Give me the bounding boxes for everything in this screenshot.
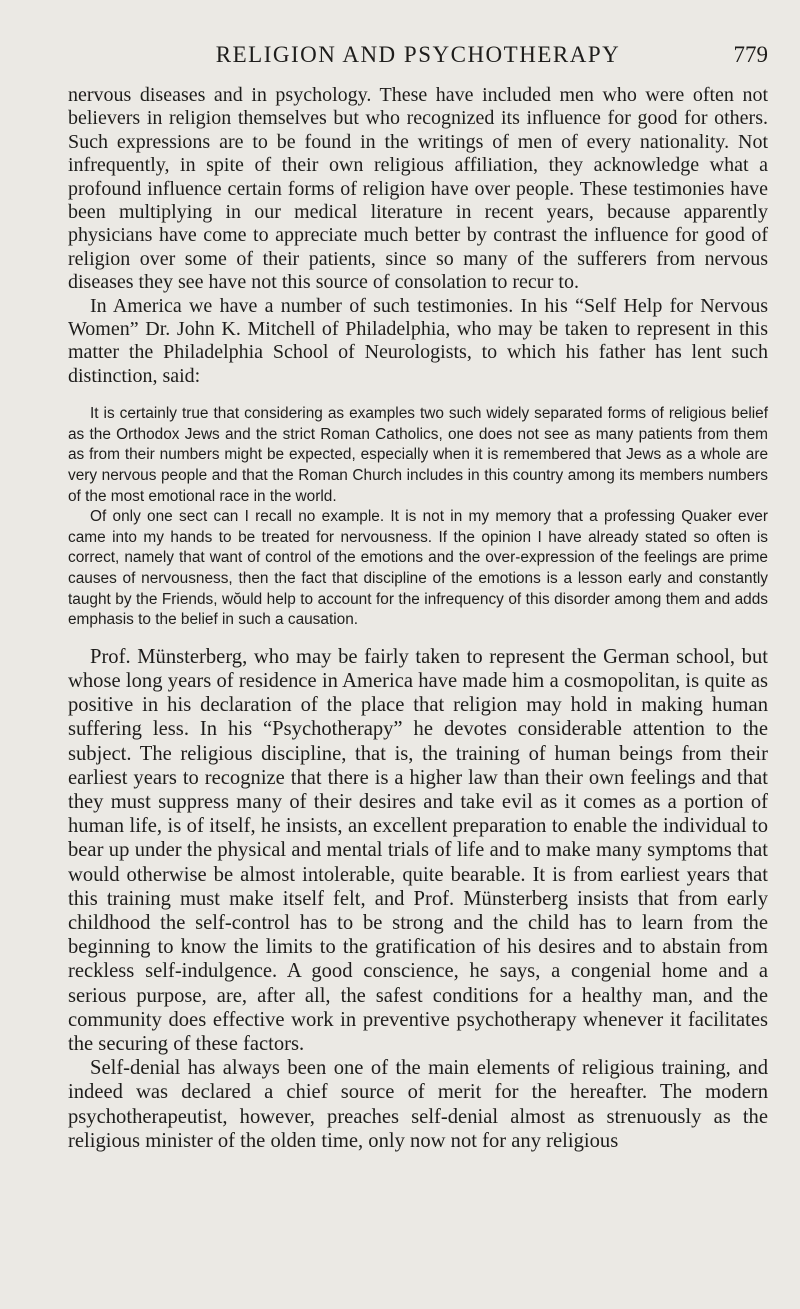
running-title: RELIGION AND PSYCHOTHERAPY: [215, 42, 621, 67]
page-number: 779: [733, 42, 768, 67]
page-header: [68, 42, 768, 72]
body-text: [68, 84, 768, 1153]
paragraph-self-denial: Self-denial has always been one of the main elements of religious training, and indeed was declared a chief source of merit for the hereafter. The modern psychotherapeutist, however, preaches self-denial almost as strenuously as the religious minister of the olden time, only now not for any religious: [68, 1057, 768, 1152]
quote-paragraph: It is certainly true that considering as examples two such widely separated forms of religious belief as the Orthodox Jews and the strict Roman Catholics, one does not see as many patients from them as from their numbers might be expected, especially when it is remembered that Jews as a whole are very nervous people and that the Roman Church includes in this country among its members numbers of the most emotional race in the world.: [68, 405, 768, 505]
paragraph-america: In America we have a number of such testimonies. In his “Self Help for Nervous Women” Dr. John K. Mitchell of Philadelphia, who may be taken to represent in this matter the Philadelphia School of Neurologists, to which his father has lent such distinction, said:: [68, 294, 768, 387]
paragraph-munsterberg: Prof. Münsterberg, who may be fairly taken to represent the German school, but whose long years of residence in America have made him a cosmopolitan, is quite as positive in his declaration of the place that religion may hold in making human suffering less. In his “Psychotherapy” he devotes considerable attention to the subject. The religious discipline, that is, the training of human beings from their earliest years to recognize that there is a higher law than their own feelings and that they must suppress many of their desires and take evil as it comes as a portion of human life, is of itself, he insists, an excellent preparation to enable the individual to bear up under the physical and mental trials of life and to make many symptoms that would otherwise be almost intolerable, quite bearable. It is from earliest years that this training must make itself felt, and Prof. Münsterberg insists that from early childhood the self-control has to be strong and the child has to learn from the beginning to know the limits to the gratification of his desires and to abstain from reckless self-indulgence. A good conscience, he says, a congenial home and a serious purpose, are, after all, the safest conditions for a healthy man, and the community does effective work in preventive psychotherapy whenever it facilitates the securing of these factors.: [68, 645, 768, 1056]
quote-paragraph: Of only one sect can I recall no example. It is not in my memory that a professing Quaker ever came into my hands to be treated for nervousness. If the opinion I have already stated so often is correct, namely that want of control of the emotions and the over-expression of the feelings are prime causes of nervousness, then the fact that discipline of the emotions is a lesson early and constantly taught by the Friends, wŏuld help to account for the infrequency of this disorder among them and adds emphasis to the belief in such a causation.: [68, 508, 768, 629]
paragraph-continued: nervous diseases and in psychology. These have included men who were often not believers in religion themselves but who recognized its influence for good for others. Such expressions are to be found in the writings of men of every nationality. Not infrequently, in spite of their own religious affiliation, they acknowledge what a profound influence certain forms of religion have over people. These testimonies have been multiplying in our medical literature in recent years, because apparently physicians have come to appreciate much better by contrast the influence for good of religion over some of their patients, since so many of the sufferers from nervous diseases they see have not this source of consolation to recur to.: [68, 84, 768, 294]
block-quote: [68, 404, 768, 631]
